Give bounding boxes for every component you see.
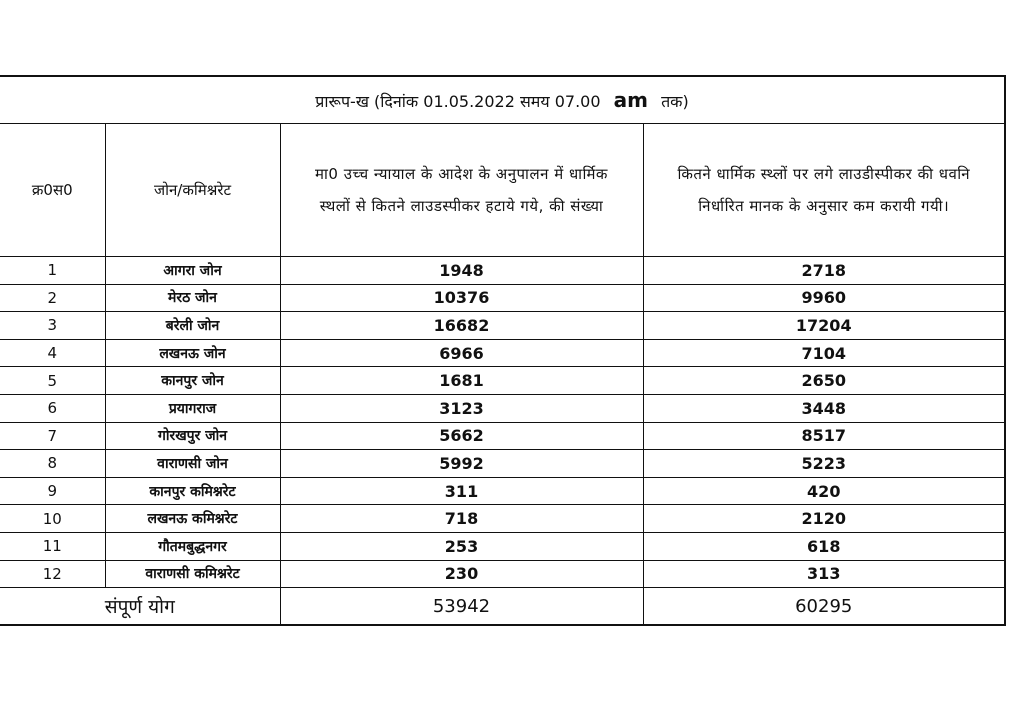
zone-cell: बरेली जोन [105,312,280,340]
zone-cell: प्रयागराज [105,394,280,422]
total-reduced: 60295 [643,588,1005,626]
serial-cell: 2 [0,284,105,312]
reduced-cell: 17204 [643,312,1005,340]
reduced-cell: 9960 [643,284,1005,312]
removed-cell: 6966 [280,339,643,367]
serial-cell: 5 [0,367,105,395]
removed-cell: 10376 [280,284,643,312]
title-am: am [613,88,648,112]
reduced-cell: 618 [643,532,1005,560]
zone-cell: गोरखपुर जोन [105,422,280,450]
removed-cell: 253 [280,532,643,560]
reduced-cell: 313 [643,560,1005,588]
table-row [0,560,1005,588]
zone-cell: लखनऊ जोन [105,339,280,367]
zone-cell: लखनऊ कमिश्नरेट [105,505,280,533]
zone-cell: मेरठ जोन [105,284,280,312]
removed-cell: 3123 [280,394,643,422]
table-row [0,422,1005,450]
reduced-cell: 420 [643,477,1005,505]
serial-cell: 10 [0,505,105,533]
removed-cell: 1948 [280,257,643,285]
zone-cell: वाराणसी जोन [105,450,280,478]
table-body [0,257,1005,588]
zone-cell: आगरा जोन [105,257,280,285]
loudspeaker-report-table [0,75,1006,626]
serial-cell: 7 [0,422,105,450]
table-row [0,312,1005,340]
removed-cell: 718 [280,505,643,533]
table-row [0,505,1005,533]
table-row [0,477,1005,505]
reduced-cell: 3448 [643,394,1005,422]
total-label: संपूर्ण योग [0,588,280,626]
table-row [0,532,1005,560]
removed-cell: 5662 [280,422,643,450]
header-row [0,124,1005,257]
title-prefix: प्रारूप-ख (दिनांक 01.05.2022 समय 07.00 [315,92,601,111]
header-reduced: कितने धार्मिक स्थ्लों पर लगे लाउडीस्पीकर की धवनि निर्धारित मानक के अनुसार कम करायी गयी। [643,124,1005,257]
header-removed: मा0 उच्च न्यायाल के आदेश के अनुपालन में धार्मिक स्थलों से कितने लाउडस्पीकर हटाये गये, की संख्या [280,124,643,257]
reduced-cell: 7104 [643,339,1005,367]
total-row [0,588,1005,626]
removed-cell: 5992 [280,450,643,478]
reduced-cell: 2120 [643,505,1005,533]
serial-cell: 4 [0,339,105,367]
zone-cell: कानपुर जोन [105,367,280,395]
zone-cell: गौतमबुद्धनगर [105,532,280,560]
table-row [0,339,1005,367]
report-title [0,76,1005,124]
table-row [0,394,1005,422]
zone-cell: वाराणसी कमिश्नरेट [105,560,280,588]
removed-cell: 230 [280,560,643,588]
title-row [0,76,1005,124]
reduced-cell: 8517 [643,422,1005,450]
serial-cell: 12 [0,560,105,588]
serial-cell: 11 [0,532,105,560]
table-row [0,450,1005,478]
title-suffix: तक) [661,92,689,111]
table-row [0,257,1005,285]
table-row [0,367,1005,395]
zone-cell: कानपुर कमिश्नरेट [105,477,280,505]
serial-cell: 3 [0,312,105,340]
table-row [0,284,1005,312]
serial-cell: 1 [0,257,105,285]
reduced-cell: 2650 [643,367,1005,395]
removed-cell: 311 [280,477,643,505]
header-serial: क्र0स0 [0,124,105,257]
serial-cell: 6 [0,394,105,422]
reduced-cell: 2718 [643,257,1005,285]
reduced-cell: 5223 [643,450,1005,478]
removed-cell: 1681 [280,367,643,395]
removed-cell: 16682 [280,312,643,340]
serial-cell: 9 [0,477,105,505]
serial-cell: 8 [0,450,105,478]
total-removed: 53942 [280,588,643,626]
header-zone: जोन/कमिश्नरेट [105,124,280,257]
